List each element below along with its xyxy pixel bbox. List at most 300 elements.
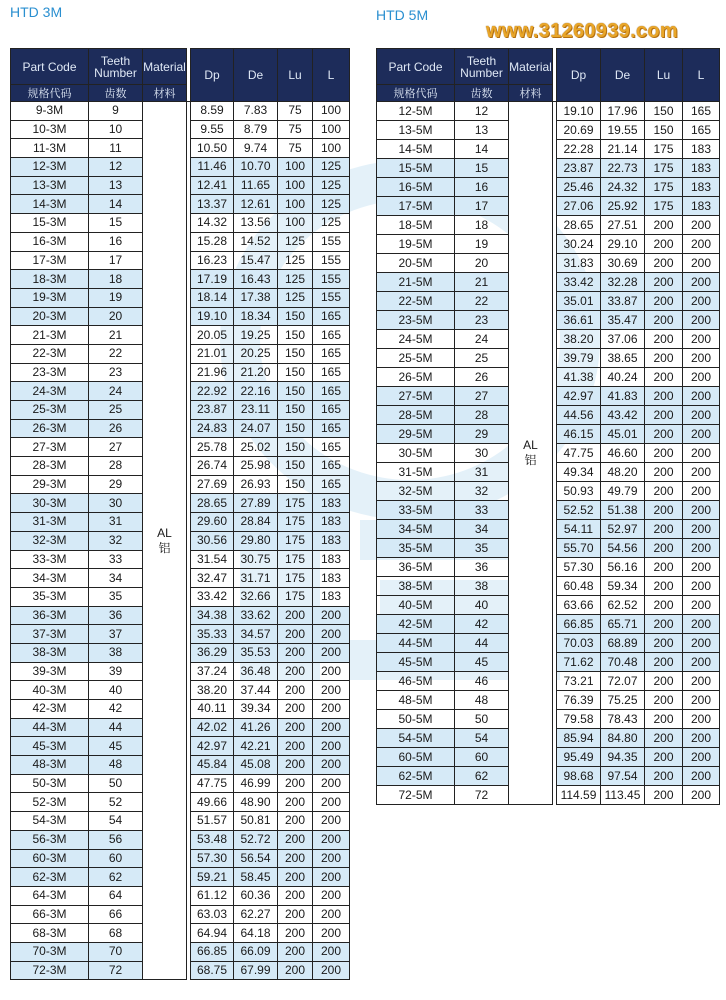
de-cell: 40.24 — [601, 368, 645, 387]
de-cell: 42.21 — [234, 737, 278, 756]
teeth-cell: 15 — [455, 159, 509, 178]
dp-cell: 59.21 — [191, 868, 234, 887]
de-cell: 25.92 — [601, 197, 645, 216]
l-cell: 165 — [313, 344, 350, 363]
teeth-cell: 48 — [89, 756, 143, 775]
de-cell: 8.79 — [234, 120, 278, 139]
part-code-cell: 18-5M — [377, 216, 455, 235]
de-cell: 52.72 — [234, 830, 278, 849]
l-cell: 200 — [683, 710, 720, 729]
lu-cell: 200 — [278, 662, 313, 681]
l-cell: 100 — [313, 102, 350, 121]
dp-cell: 23.87 — [557, 159, 601, 178]
dp-cell: 51.57 — [191, 812, 234, 831]
part-code-cell: 31-3M — [11, 513, 89, 532]
de-cell: 38.65 — [601, 349, 645, 368]
part-code-cell: 46-5M — [377, 672, 455, 691]
lu-cell: 175 — [645, 140, 683, 159]
lu-cell: 175 — [278, 587, 313, 606]
material-label-cn: 铝 — [158, 540, 171, 555]
col-material-cn: 材料 — [509, 85, 553, 102]
part-code-cell: 36-5M — [377, 558, 455, 577]
teeth-cell: 38 — [89, 643, 143, 662]
l-cell: 200 — [683, 368, 720, 387]
col-material: Material — [509, 49, 553, 85]
part-code-cell: 36-3M — [11, 606, 89, 625]
de-cell: 11.65 — [234, 176, 278, 195]
lu-cell: 200 — [278, 868, 313, 887]
de-cell: 97.54 — [601, 767, 645, 786]
teeth-cell: 54 — [455, 729, 509, 748]
part-code-cell: 54-3M — [11, 812, 89, 831]
teeth-cell: 60 — [455, 748, 509, 767]
l-cell: 200 — [683, 520, 720, 539]
dp-cell: 15.28 — [191, 232, 234, 251]
part-code-cell: 9-3M — [11, 102, 89, 121]
dp-cell: 28.65 — [557, 216, 601, 235]
lu-cell: 175 — [278, 531, 313, 550]
lu-cell: 200 — [645, 672, 683, 691]
part-code-cell: 42-5M — [377, 615, 455, 634]
lu-cell: 200 — [645, 558, 683, 577]
l-cell: 200 — [683, 767, 720, 786]
teeth-cell: 28 — [455, 406, 509, 425]
part-code-cell: 20-3M — [11, 307, 89, 326]
de-cell: 67.99 — [234, 961, 278, 980]
lu-cell: 175 — [645, 159, 683, 178]
teeth-cell: 16 — [455, 178, 509, 197]
part-code-cell: 48-5M — [377, 691, 455, 710]
teeth-cell: 40 — [89, 681, 143, 700]
dp-cell: 9.55 — [191, 120, 234, 139]
l-cell: 200 — [683, 425, 720, 444]
lu-cell: 200 — [645, 368, 683, 387]
l-cell: 200 — [683, 444, 720, 463]
de-cell: 30.69 — [601, 254, 645, 273]
lu-cell: 75 — [278, 139, 313, 158]
lu-cell: 200 — [278, 774, 313, 793]
de-cell: 21.14 — [601, 140, 645, 159]
de-cell: 52.97 — [601, 520, 645, 539]
de-cell: 27.89 — [234, 494, 278, 513]
part-code-cell: 60-3M — [11, 849, 89, 868]
de-cell: 23.11 — [234, 401, 278, 420]
teeth-cell: 9 — [89, 102, 143, 121]
de-cell: 26.93 — [234, 475, 278, 494]
l-cell: 165 — [313, 438, 350, 457]
teeth-cell: 50 — [89, 774, 143, 793]
teeth-cell: 32 — [89, 531, 143, 550]
dp-cell: 19.10 — [557, 102, 601, 121]
l-cell: 200 — [683, 406, 720, 425]
lu-cell: 125 — [278, 288, 313, 307]
col-dp: Dp — [557, 49, 601, 102]
de-cell: 31.71 — [234, 569, 278, 588]
dp-cell: 85.94 — [557, 729, 601, 748]
teeth-cell: 30 — [89, 494, 143, 513]
teeth-cell: 62 — [455, 767, 509, 786]
dp-cell: 68.75 — [191, 961, 234, 980]
lu-cell: 200 — [278, 886, 313, 905]
teeth-cell: 29 — [455, 425, 509, 444]
part-code-cell: 19-5M — [377, 235, 455, 254]
lu-cell: 125 — [278, 251, 313, 270]
l-cell: 183 — [313, 550, 350, 569]
teeth-cell: 31 — [89, 513, 143, 532]
dp-cell: 63.03 — [191, 905, 234, 924]
de-cell: 62.52 — [601, 596, 645, 615]
part-code-cell: 28-3M — [11, 457, 89, 476]
part-code-cell: 32-3M — [11, 531, 89, 550]
htd-3m-title: HTD 3M — [10, 4, 63, 20]
l-cell: 200 — [313, 942, 350, 961]
teeth-cell: 35 — [455, 539, 509, 558]
part-code-cell: 72-3M — [11, 961, 89, 980]
teeth-cell: 19 — [89, 288, 143, 307]
dp-cell: 57.30 — [191, 849, 234, 868]
dp-cell: 11.46 — [191, 158, 234, 177]
part-code-cell: 37-3M — [11, 625, 89, 644]
teeth-cell: 36 — [455, 558, 509, 577]
lu-cell: 200 — [278, 681, 313, 700]
dp-cell: 8.59 — [191, 102, 234, 121]
dp-cell: 54.11 — [557, 520, 601, 539]
part-code-cell: 54-5M — [377, 729, 455, 748]
col-teeth-number-cn: 齿数 — [89, 85, 143, 102]
de-cell: 70.48 — [601, 653, 645, 672]
lu-cell: 200 — [645, 691, 683, 710]
l-cell: 200 — [683, 748, 720, 767]
dp-cell: 25.78 — [191, 438, 234, 457]
l-cell: 165 — [313, 382, 350, 401]
part-code-cell: 12-5M — [377, 102, 455, 121]
dp-cell: 50.93 — [557, 482, 601, 501]
part-code-cell: 44-3M — [11, 718, 89, 737]
lu-cell: 175 — [278, 494, 313, 513]
part-code-cell: 38-3M — [11, 643, 89, 662]
teeth-cell: 54 — [89, 812, 143, 831]
de-cell: 72.07 — [601, 672, 645, 691]
part-code-cell: 34-5M — [377, 520, 455, 539]
dp-cell: 95.49 — [557, 748, 601, 767]
de-cell: 21.20 — [234, 363, 278, 382]
dp-cell: 57.30 — [557, 558, 601, 577]
teeth-cell: 40 — [455, 596, 509, 615]
de-cell: 68.89 — [601, 634, 645, 653]
l-cell: 200 — [683, 691, 720, 710]
l-cell: 200 — [683, 330, 720, 349]
teeth-cell: 45 — [89, 737, 143, 756]
teeth-cell: 23 — [89, 363, 143, 382]
l-cell: 200 — [683, 653, 720, 672]
lu-cell: 200 — [278, 625, 313, 644]
dp-cell: 52.52 — [557, 501, 601, 520]
dp-cell: 42.97 — [557, 387, 601, 406]
dp-cell: 16.23 — [191, 251, 234, 270]
dp-cell: 26.74 — [191, 457, 234, 476]
lu-cell: 150 — [278, 363, 313, 382]
table-row — [377, 102, 720, 121]
teeth-cell: 15 — [89, 214, 143, 233]
l-cell: 183 — [313, 587, 350, 606]
de-cell: 30.75 — [234, 550, 278, 569]
l-cell: 125 — [313, 214, 350, 233]
teeth-cell: 72 — [89, 961, 143, 980]
lu-cell: 200 — [645, 330, 683, 349]
l-cell: 200 — [313, 868, 350, 887]
l-cell: 165 — [313, 419, 350, 438]
lu-cell: 150 — [278, 419, 313, 438]
part-code-cell: 70-3M — [11, 942, 89, 961]
lu-cell: 200 — [645, 786, 683, 805]
lu-cell: 150 — [278, 382, 313, 401]
dp-cell: 71.62 — [557, 653, 601, 672]
l-cell: 100 — [313, 120, 350, 139]
part-code-cell: 28-5M — [377, 406, 455, 425]
lu-cell: 200 — [645, 311, 683, 330]
teeth-cell: 33 — [455, 501, 509, 520]
dp-cell: 66.85 — [191, 942, 234, 961]
part-code-cell: 20-5M — [377, 254, 455, 273]
dp-cell: 114.59 — [557, 786, 601, 805]
l-cell: 200 — [313, 961, 350, 980]
de-cell: 58.45 — [234, 868, 278, 887]
teeth-cell: 12 — [89, 158, 143, 177]
lu-cell: 200 — [278, 793, 313, 812]
l-cell: 200 — [683, 596, 720, 615]
table-row — [11, 102, 350, 121]
l-cell: 165 — [313, 401, 350, 420]
de-cell: 56.54 — [234, 849, 278, 868]
dp-cell: 35.33 — [191, 625, 234, 644]
de-cell: 24.07 — [234, 419, 278, 438]
teeth-cell: 17 — [455, 197, 509, 216]
dp-cell: 31.83 — [557, 254, 601, 273]
part-code-cell: 72-5M — [377, 786, 455, 805]
de-cell: 29.80 — [234, 531, 278, 550]
htd-5m-spec-table — [376, 48, 720, 805]
lu-cell: 150 — [645, 121, 683, 140]
dp-cell: 49.66 — [191, 793, 234, 812]
l-cell: 200 — [313, 737, 350, 756]
dp-cell: 21.96 — [191, 363, 234, 382]
de-cell: 25.98 — [234, 457, 278, 476]
l-cell: 200 — [683, 292, 720, 311]
l-cell: 165 — [313, 307, 350, 326]
de-cell: 10.70 — [234, 158, 278, 177]
lu-cell: 175 — [278, 569, 313, 588]
part-code-cell: 24-3M — [11, 382, 89, 401]
lu-cell: 200 — [645, 425, 683, 444]
htd-3m-spec-table — [10, 48, 350, 980]
lu-cell: 200 — [645, 501, 683, 520]
col-material: Material — [143, 49, 187, 85]
teeth-cell: 62 — [89, 868, 143, 887]
teeth-cell: 11 — [89, 139, 143, 158]
de-cell: 49.79 — [601, 482, 645, 501]
part-code-cell: 19-3M — [11, 288, 89, 307]
l-cell: 200 — [683, 577, 720, 596]
teeth-cell: 22 — [89, 344, 143, 363]
part-code-cell: 22-3M — [11, 344, 89, 363]
col-teeth-number-cn: 齿数 — [455, 85, 509, 102]
l-cell: 155 — [313, 270, 350, 289]
dp-cell: 36.61 — [557, 311, 601, 330]
de-cell: 35.47 — [601, 311, 645, 330]
dp-cell: 29.60 — [191, 513, 234, 532]
dp-cell: 37.24 — [191, 662, 234, 681]
part-code-cell: 14-5M — [377, 140, 455, 159]
part-code-cell: 26-3M — [11, 419, 89, 438]
lu-cell: 200 — [278, 830, 313, 849]
col-l: L — [313, 49, 350, 102]
col-teeth-number: Teeth Number — [89, 49, 143, 85]
col-teeth-number: Teeth Number — [455, 49, 509, 85]
teeth-cell: 20 — [89, 307, 143, 326]
part-code-cell: 17-3M — [11, 251, 89, 270]
teeth-cell: 38 — [455, 577, 509, 596]
lu-cell: 75 — [278, 120, 313, 139]
de-cell: 34.57 — [234, 625, 278, 644]
de-cell: 28.84 — [234, 513, 278, 532]
lu-cell: 150 — [645, 102, 683, 121]
teeth-cell: 14 — [89, 195, 143, 214]
teeth-cell: 24 — [89, 382, 143, 401]
l-cell: 200 — [313, 662, 350, 681]
l-cell: 183 — [313, 513, 350, 532]
l-cell: 200 — [313, 718, 350, 737]
dp-cell: 12.41 — [191, 176, 234, 195]
l-cell: 183 — [683, 197, 720, 216]
col-part-code: Part Code — [377, 49, 455, 85]
de-cell: 20.25 — [234, 344, 278, 363]
de-cell: 45.01 — [601, 425, 645, 444]
dp-cell: 20.69 — [557, 121, 601, 140]
part-code-cell: 64-3M — [11, 886, 89, 905]
teeth-cell: 68 — [89, 924, 143, 943]
teeth-cell: 22 — [455, 292, 509, 311]
lu-cell: 200 — [645, 634, 683, 653]
l-cell: 183 — [683, 159, 720, 178]
dp-cell: 73.21 — [557, 672, 601, 691]
part-code-cell: 16-5M — [377, 178, 455, 197]
website-url: www.31260939.com — [486, 20, 678, 42]
dp-cell: 22.28 — [557, 140, 601, 159]
part-code-cell: 50-3M — [11, 774, 89, 793]
dp-cell: 45.84 — [191, 756, 234, 775]
lu-cell: 200 — [645, 596, 683, 615]
dp-cell: 55.70 — [557, 539, 601, 558]
part-code-cell: 14-3M — [11, 195, 89, 214]
teeth-cell: 48 — [455, 691, 509, 710]
dp-cell: 30.24 — [557, 235, 601, 254]
part-code-cell: 60-5M — [377, 748, 455, 767]
dp-cell: 34.38 — [191, 606, 234, 625]
dp-cell: 33.42 — [557, 273, 601, 292]
dp-cell: 44.56 — [557, 406, 601, 425]
lu-cell: 200 — [278, 643, 313, 662]
col-material-cn: 材料 — [143, 85, 187, 102]
dp-cell: 31.54 — [191, 550, 234, 569]
col-l: L — [683, 49, 720, 102]
part-code-cell: 21-5M — [377, 273, 455, 292]
dp-cell: 36.29 — [191, 643, 234, 662]
teeth-cell: 66 — [89, 905, 143, 924]
teeth-cell: 10 — [89, 120, 143, 139]
l-cell: 200 — [313, 886, 350, 905]
lu-cell: 150 — [278, 475, 313, 494]
lu-cell: 150 — [278, 438, 313, 457]
dp-cell: 35.01 — [557, 292, 601, 311]
de-cell: 50.81 — [234, 812, 278, 831]
l-cell: 200 — [683, 235, 720, 254]
l-cell: 200 — [313, 849, 350, 868]
l-cell: 183 — [683, 140, 720, 159]
part-code-cell: 45-3M — [11, 737, 89, 756]
dp-cell: 30.56 — [191, 531, 234, 550]
lu-cell: 200 — [278, 737, 313, 756]
dp-cell: 22.92 — [191, 382, 234, 401]
teeth-cell: 42 — [89, 700, 143, 719]
teeth-cell: 42 — [455, 615, 509, 634]
l-cell: 125 — [313, 195, 350, 214]
l-cell: 155 — [313, 232, 350, 251]
de-cell: 66.09 — [234, 942, 278, 961]
de-cell: 19.25 — [234, 326, 278, 345]
dp-cell: 60.48 — [557, 577, 601, 596]
dp-cell: 66.85 — [557, 615, 601, 634]
l-cell: 200 — [683, 273, 720, 292]
dp-cell: 20.05 — [191, 326, 234, 345]
lu-cell: 150 — [278, 307, 313, 326]
teeth-cell: 12 — [455, 102, 509, 121]
lu-cell: 200 — [278, 942, 313, 961]
dp-cell: 14.32 — [191, 214, 234, 233]
dp-cell: 41.38 — [557, 368, 601, 387]
teeth-cell: 21 — [89, 326, 143, 345]
teeth-cell: 19 — [455, 235, 509, 254]
dp-cell: 42.02 — [191, 718, 234, 737]
lu-cell: 200 — [278, 700, 313, 719]
dp-cell: 17.19 — [191, 270, 234, 289]
lu-cell: 200 — [645, 444, 683, 463]
l-cell: 200 — [683, 539, 720, 558]
teeth-cell: 26 — [89, 419, 143, 438]
teeth-cell: 16 — [89, 232, 143, 251]
lu-cell: 200 — [645, 748, 683, 767]
dp-cell: 49.34 — [557, 463, 601, 482]
lu-cell: 175 — [278, 513, 313, 532]
lu-cell: 200 — [278, 812, 313, 831]
l-cell: 183 — [683, 178, 720, 197]
dp-cell: 38.20 — [557, 330, 601, 349]
part-code-cell: 29-5M — [377, 425, 455, 444]
dp-cell: 47.75 — [191, 774, 234, 793]
part-code-cell: 39-3M — [11, 662, 89, 681]
de-cell: 37.44 — [234, 681, 278, 700]
teeth-cell: 70 — [89, 942, 143, 961]
teeth-cell: 25 — [455, 349, 509, 368]
de-cell: 33.62 — [234, 606, 278, 625]
teeth-cell: 56 — [89, 830, 143, 849]
dp-cell: 53.48 — [191, 830, 234, 849]
lu-cell: 200 — [278, 924, 313, 943]
l-cell: 200 — [683, 615, 720, 634]
l-cell: 200 — [683, 254, 720, 273]
part-code-cell: 13-3M — [11, 176, 89, 195]
l-cell: 200 — [683, 216, 720, 235]
l-cell: 200 — [683, 672, 720, 691]
